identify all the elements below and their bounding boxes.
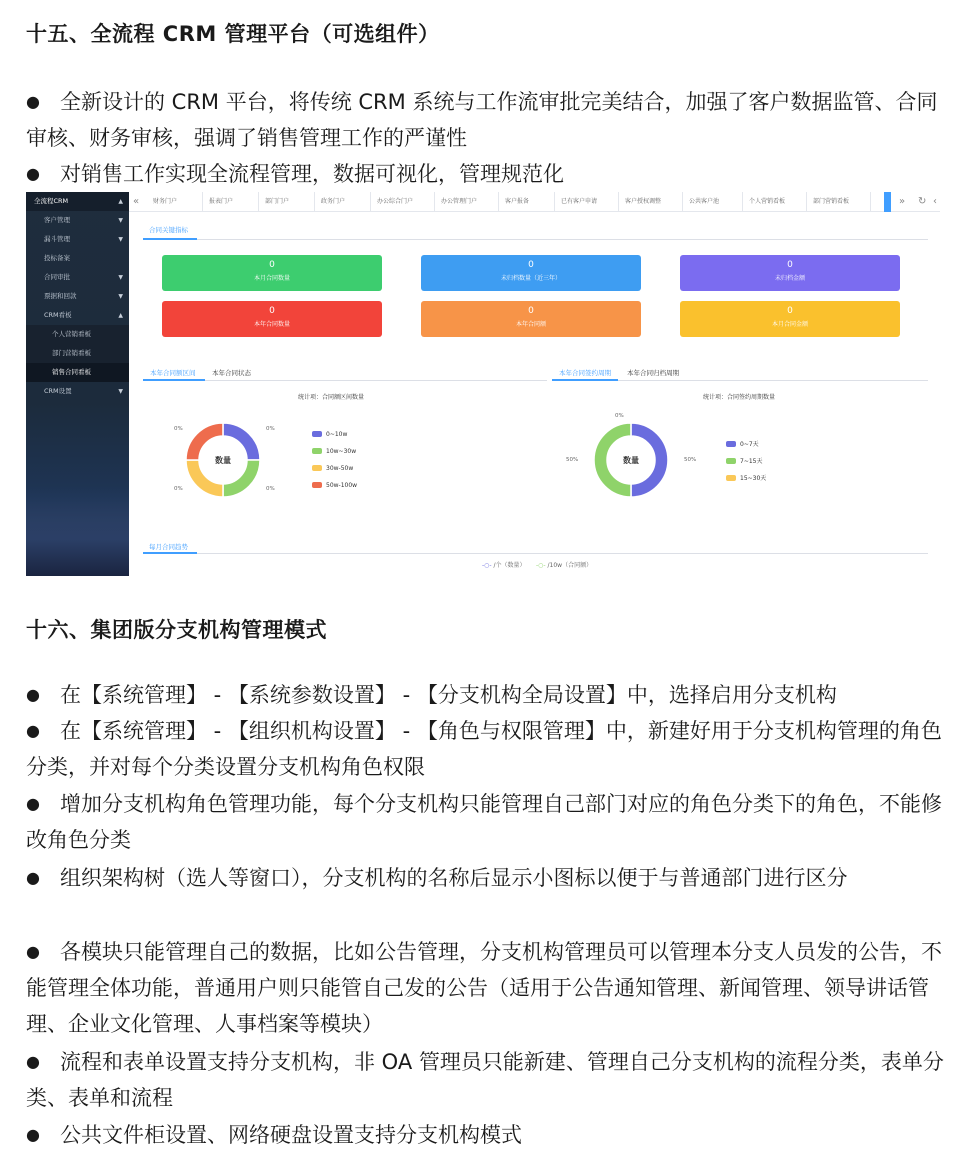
sidebar-item-label: 合同审批 (44, 273, 70, 281)
legend-label: 0~7天 (740, 441, 759, 448)
bullet-item (26, 1044, 946, 1116)
section-15-heading: 十五、全流程 CRM 管理平台（可选组件） (26, 22, 440, 46)
tab-item[interactable]: 个人营销看板 (743, 192, 807, 212)
donut-slice[interactable] (186, 423, 223, 460)
kpi-value: 0 (269, 260, 275, 270)
sidebar-item-label: 个人营销看板 (52, 330, 91, 338)
scroll-right-icon[interactable]: » (899, 196, 906, 207)
legend-item (312, 465, 353, 472)
kpi-value: 0 (269, 306, 275, 316)
bullet-item (26, 1117, 946, 1153)
chevron-up-icon: ▲ (118, 312, 123, 319)
legend-label: 50w-100w (326, 482, 358, 489)
legend-swatch (312, 431, 322, 437)
bullet-item (26, 156, 946, 192)
sidebar-item-label: 客户管理 (44, 216, 70, 224)
kpi-value: 0 (787, 306, 793, 316)
kpi-label: 未归档数量（近三年） (500, 275, 561, 282)
line-marker-icon: -○- (536, 562, 546, 569)
bullet-text: 在【系统管理】 - 【组织机构设置】 - 【角色与权限管理】中，新建好用于分支机构管理的角色分类，并对每个分类设置分支机构角色权限 (26, 719, 942, 779)
donut-charts (26, 192, 940, 576)
bullet-text: 增加分支机构角色管理功能，每个分支机构只能管理自己部门对应的角色分类下的角色，不能修改角色分类 (26, 792, 942, 852)
kpi-label: 本月合同数量 (253, 275, 290, 282)
chart-stat-label: 统计项：合同额区间数量 (298, 394, 365, 401)
trend-legend-amount (536, 560, 592, 569)
legend-label: /个（数量） (493, 562, 526, 569)
bullet-item (26, 677, 946, 713)
bullet-item (26, 934, 946, 1042)
legend-swatch (726, 475, 736, 481)
chevron-down-icon: ▼ (118, 388, 123, 395)
tab-contract-status[interactable]: 本年合同状态 (212, 369, 251, 377)
tab-item[interactable]: 客户报备 (499, 192, 555, 212)
kpi-label: 未归档金额 (774, 275, 805, 282)
bullet-text: 组织架构树（选人等窗口），分支机构的名称后显示小图标以便于与普通部门进行区分 (60, 866, 848, 890)
kpi-label: 本年合同额 (515, 321, 546, 328)
section-16-heading: 十六、集团版分支机构管理模式 (26, 618, 327, 642)
bullet-dot: ● (26, 868, 40, 887)
chevron-down-icon: ▼ (118, 293, 123, 300)
donut-slice[interactable] (223, 423, 260, 460)
slice-percent-label: 0% (174, 426, 183, 432)
tab-item[interactable]: 已有客户申请 (555, 192, 619, 212)
bullet-dot: ● (26, 721, 40, 740)
tab-item[interactable]: 部门营销看板 (807, 192, 871, 212)
legend-item (726, 439, 759, 448)
trend-legend-count (482, 560, 526, 569)
bullet-dot: ● (26, 164, 40, 183)
bullet-text: 在【系统管理】 - 【系统参数设置】 - 【分支机构全局设置】中，选择启用分支机构 (60, 683, 837, 707)
legend-item (312, 431, 347, 438)
legend-item (312, 482, 357, 489)
donut-center-label: 数量 (215, 456, 231, 465)
chevron-left-icon[interactable]: ‹ (933, 196, 937, 207)
crm-screenshot (26, 192, 940, 576)
section-underline (143, 552, 197, 554)
bullet-dot: ● (26, 1125, 40, 1144)
bullet-dot: ● (26, 794, 40, 813)
chevron-down-icon: ▼ (118, 236, 123, 243)
sidebar-item-label: 漏斗管理 (44, 235, 70, 243)
bullet-text: 对销售工作实现全流程管理，数据可视化，管理规范化 (60, 162, 564, 186)
bullet-item (26, 713, 946, 785)
slice-percent-label: 0% (174, 486, 183, 492)
legend-swatch (726, 458, 736, 464)
sidebar-item-label: CRM看板 (44, 311, 72, 319)
slice-percent-label: 0% (615, 413, 624, 419)
bullet-item (26, 860, 946, 896)
trend-section-title: 每月合同趋势 (149, 543, 188, 551)
kpi-label: 本年合同数量 (253, 321, 290, 328)
sidebar-item-label: CRM设置 (44, 387, 72, 395)
sidebar-title-label: 全流程CRM (34, 197, 69, 205)
tab-item[interactable]: 办公综合门户 (371, 192, 435, 212)
kpi-section-title: 合同关键指标 (149, 226, 188, 234)
chart-stat-label: 统计项：合同签约周期数量 (703, 394, 776, 401)
donut-center-label: 数量 (623, 456, 639, 465)
legend-swatch (726, 441, 736, 447)
sidebar-item-label: 票据和回款 (44, 292, 77, 300)
refresh-icon[interactable]: ↻ (918, 196, 927, 207)
donut-slice[interactable] (223, 460, 260, 497)
slice-percent-label: 0% (266, 486, 275, 492)
bullet-text: 公共文件柜设置、网络硬盘设置支持分支机构模式 (60, 1123, 522, 1147)
tab-item[interactable]: 政务门户 (315, 192, 371, 212)
legend-swatch (312, 482, 322, 488)
chevron-down-icon: ▼ (118, 274, 123, 281)
bullet-text: 全新设计的 CRM 平台，将传统 CRM 系统与工作流审批完美结合，加强了客户数据监管、合同审核、财务审核，强调了销售管理工作的严谨性 (26, 90, 938, 150)
bullet-dot: ● (26, 1052, 40, 1071)
legend-item (312, 448, 356, 455)
legend-swatch (312, 465, 322, 471)
slice-percent-label: 50% (684, 457, 697, 463)
bullet-item (26, 84, 946, 156)
legend-label: 30w-50w (326, 465, 354, 472)
kpi-label: 本月合同金额 (771, 321, 808, 328)
legend-swatch (312, 448, 322, 454)
tab-item[interactable]: 财务门户 (147, 192, 203, 212)
bullet-text: 流程和表单设置支持分支机构，非 OA 管理员只能新建、管理自己分支机构的流程分类，表单分类、表单和流程 (26, 1050, 944, 1110)
legend-label: 7~15天 (740, 458, 763, 465)
sidebar-item-label: 销售合同看板 (52, 368, 91, 376)
bullet-dot: ● (26, 942, 40, 961)
tab-item[interactable]: 报表门户 (203, 192, 259, 212)
legend-label: /10w（合同额） (547, 562, 593, 569)
tab-item[interactable]: 客户授权调整 (619, 192, 683, 212)
bullet-dot: ● (26, 685, 40, 704)
slice-percent-label: 0% (266, 426, 275, 432)
legend-label: 10w~30w (326, 448, 357, 455)
kpi-value: 0 (528, 306, 534, 316)
slice-percent-label: 50% (566, 457, 579, 463)
legend-item (726, 456, 762, 465)
tab-item[interactable]: 部门门户 (259, 192, 315, 212)
tab-item[interactable]: 公共客户池 (683, 192, 743, 212)
sidebar-item-label: 部门营销看板 (52, 349, 91, 357)
scroll-left-icon[interactable]: « (133, 196, 140, 207)
divider (143, 553, 928, 554)
tab-item[interactable]: 办公管理门户 (435, 192, 499, 212)
bullet-dot: ● (26, 92, 40, 111)
bullet-text: 各模块只能管理自己的数据，比如公告管理，分支机构管理员可以管理本分支人员发的公告，不能管理全体功能，普通用户则只能管自己发的公告（适用于公告通知管理、新闻管理、领导讲话管理、企业文化管理、人事档案等模块） (26, 940, 942, 1036)
kpi-value: 0 (528, 260, 534, 270)
tab-contract-amount-range[interactable]: 本年合同额区间 (150, 369, 196, 377)
legend-label: 15~30天 (740, 475, 767, 482)
donut-slice[interactable] (186, 460, 223, 497)
tab-sign-cycle[interactable]: 本年合同签约周期 (559, 369, 611, 377)
bullet-item (26, 786, 946, 858)
line-marker-icon: -○- (482, 562, 492, 569)
tab-archive-cycle[interactable]: 本年合同归档周期 (627, 369, 679, 377)
chevron-down-icon: ▼ (118, 217, 123, 224)
sidebar-item-label: 投标备案 (44, 254, 70, 262)
kpi-value: 0 (787, 260, 793, 270)
chevron-up-icon: ▲ (118, 198, 123, 205)
legend-item (726, 473, 766, 482)
legend-label: 0~10w (326, 431, 348, 438)
